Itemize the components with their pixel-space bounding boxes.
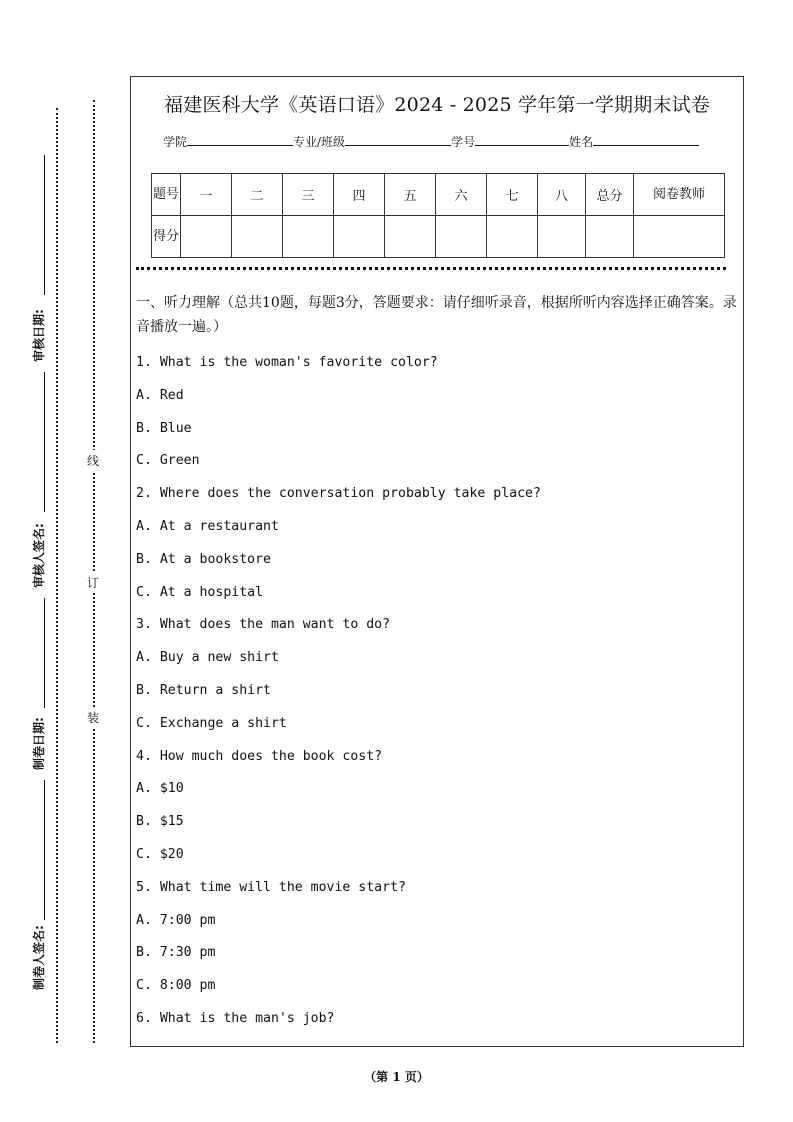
student-no-label: 学号: [451, 135, 476, 149]
student-info-line: [163, 133, 699, 150]
answer-option[interactable]: C. Green: [136, 453, 200, 469]
score-table: [151, 173, 725, 258]
reviewer-sign-blank: [44, 372, 45, 512]
score-cell-total[interactable]: [586, 216, 634, 258]
answer-option[interactable]: B. At a bookstore: [136, 551, 271, 567]
exam-frame: [130, 76, 744, 1047]
question-list: [136, 347, 737, 1036]
score-cell-5[interactable]: [385, 216, 436, 258]
page-number: （第 1 页）: [364, 1070, 429, 1084]
student-no-field[interactable]: [475, 133, 569, 146]
col-total: 总分: [586, 174, 634, 216]
answer-option[interactable]: B. 7:30 pm: [136, 945, 216, 961]
score-cell-1[interactable]: [181, 216, 232, 258]
answer-option[interactable]: C. At a hospital: [136, 584, 264, 600]
college-label: 学院: [163, 135, 188, 149]
score-cell-7[interactable]: [487, 216, 538, 258]
question-text: 3. What does the man want to do?: [136, 617, 391, 633]
question-text: 5. What time will the movie start?: [136, 879, 406, 895]
col-6: 六: [436, 174, 487, 216]
answer-option[interactable]: C. $20: [136, 846, 184, 862]
name-field[interactable]: [593, 133, 699, 146]
binding-char-xian: 线: [87, 450, 99, 471]
answer-option[interactable]: C. 8:00 pm: [136, 978, 216, 994]
col-1: 一: [181, 174, 232, 216]
answer-option[interactable]: A. Buy a new shirt: [136, 650, 279, 666]
maker-date-blank: [44, 598, 45, 708]
answer-option[interactable]: B. $15: [136, 814, 184, 830]
question-no-header: 题号: [152, 174, 181, 216]
score-header: 得分: [152, 216, 181, 258]
score-cell-6[interactable]: [436, 216, 487, 258]
dotted-separator: [136, 267, 726, 270]
col-8: 八: [538, 174, 586, 216]
answer-option[interactable]: A. 7:00 pm: [136, 912, 216, 928]
question-text: 1. What is the woman's favorite color?: [136, 355, 438, 370]
question-text: 2. Where does the conversation probably take place?: [136, 486, 541, 502]
answer-option[interactable]: B. Return a shirt: [136, 682, 271, 698]
col-2: 二: [232, 174, 283, 216]
major-class-field[interactable]: [345, 133, 451, 146]
name-label: 姓名: [569, 135, 594, 149]
exam-title: 福建医科大学《英语口语》2024 - 2025 学年第一学期期末试卷: [163, 94, 711, 116]
section-1-heading: 一、听力理解（总共10题，每题3分，答题要求：请仔细听录音，根据所听内容选择正确答案。录音播放一遍。）: [136, 295, 737, 335]
binding-dotted-line-outer: [56, 108, 58, 1043]
major-class-label: 专业/班级: [293, 135, 346, 149]
reviewer-date-blank: [44, 155, 45, 295]
answer-option[interactable]: B. Blue: [136, 420, 192, 436]
col-5: 五: [385, 174, 436, 216]
answer-option[interactable]: A. Red: [136, 387, 184, 403]
col-7: 七: [487, 174, 538, 216]
score-table-score-row: [152, 216, 725, 258]
col-4: 四: [334, 174, 385, 216]
score-cell-2[interactable]: [232, 216, 283, 258]
binding-char-ding: 订: [87, 572, 99, 593]
section-1: [136, 291, 737, 1036]
score-cell-4[interactable]: [334, 216, 385, 258]
college-field[interactable]: [187, 133, 293, 146]
question-text: 6. What is the man's job?: [136, 1010, 335, 1026]
maker-sign-blank: [44, 780, 45, 920]
col-grader: 阅卷教师: [634, 174, 725, 216]
question-text: 4. How much does the book cost?: [136, 748, 383, 764]
answer-option[interactable]: C. Exchange a shirt: [136, 715, 287, 731]
col-3: 三: [283, 174, 334, 216]
answer-option[interactable]: A. $10: [136, 781, 184, 797]
binding-char-zhuang: 装: [87, 707, 99, 728]
answer-option[interactable]: A. At a restaurant: [136, 518, 279, 534]
score-cell-3[interactable]: [283, 216, 334, 258]
score-cell-grader[interactable]: [634, 216, 725, 258]
score-table-header-row: [152, 174, 725, 216]
score-cell-8[interactable]: [538, 216, 586, 258]
